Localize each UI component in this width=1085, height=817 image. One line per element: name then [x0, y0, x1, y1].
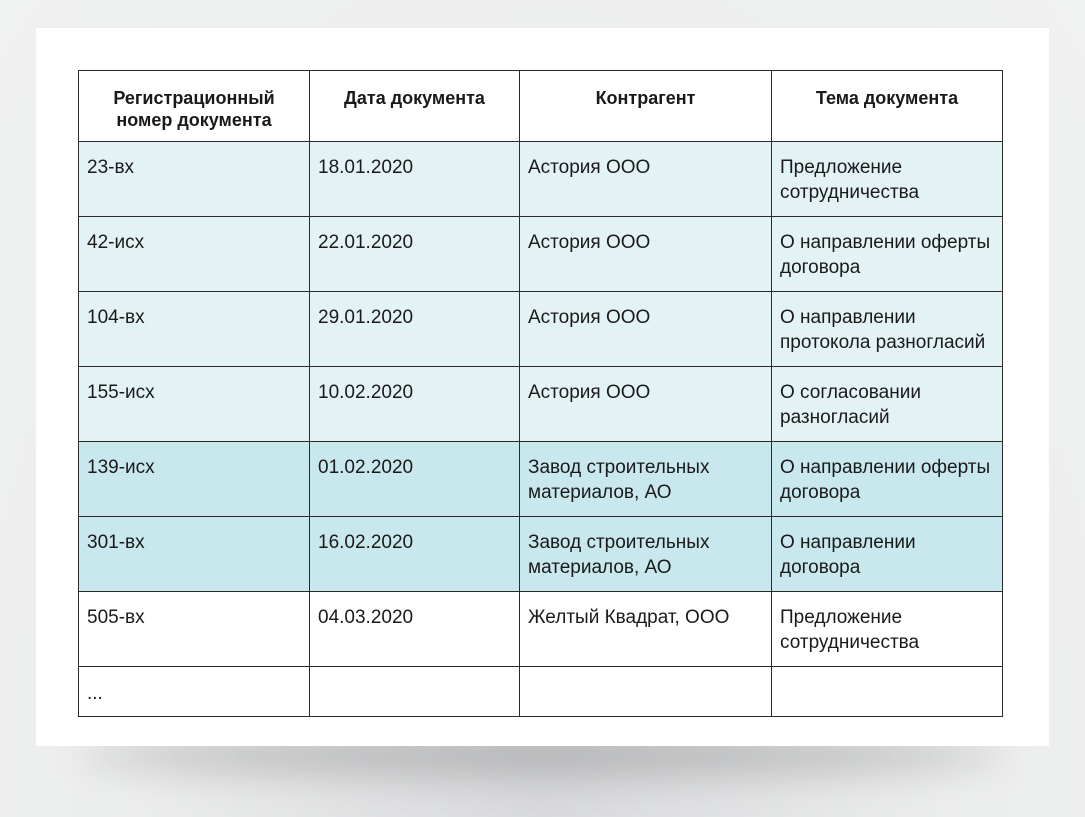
cell-counterparty: Завод строительных материалов, АО	[520, 517, 772, 592]
cell-reg-number: 104-вх	[79, 292, 310, 367]
cell-doc-topic: Предложение сотрудничества	[772, 592, 1003, 667]
cell-doc-date: 22.01.2020	[310, 217, 520, 292]
header-doc-topic: Тема документа	[772, 71, 1003, 142]
cell-counterparty: Астория ООО	[520, 367, 772, 442]
table-row	[79, 367, 1003, 442]
table-row	[79, 517, 1003, 592]
cell-doc-topic: О согласовании разногласий	[772, 367, 1003, 442]
table-row	[79, 667, 1003, 717]
cell-reg-number: 139-исх	[79, 442, 310, 517]
cell-doc-date: 18.01.2020	[310, 142, 520, 217]
cell-reg-number: 155-исх	[79, 367, 310, 442]
cell-doc-date: 01.02.2020	[310, 442, 520, 517]
cell-doc-date: 29.01.2020	[310, 292, 520, 367]
cell-doc-date: 04.03.2020	[310, 592, 520, 667]
header-reg-number: Регистрационный номер документа	[79, 71, 310, 142]
table-row	[79, 142, 1003, 217]
header-counterparty: Контрагент	[520, 71, 772, 142]
cell-counterparty: Желтый Квадрат, ООО	[520, 592, 772, 667]
table-row	[79, 592, 1003, 667]
cell-reg-number: ...	[79, 667, 310, 717]
cell-doc-date: 10.02.2020	[310, 367, 520, 442]
cell-doc-topic	[772, 667, 1003, 717]
document-sheet	[36, 28, 1049, 746]
cell-doc-topic: Предложение сотрудничества	[772, 142, 1003, 217]
cell-counterparty	[520, 667, 772, 717]
cell-doc-topic: О направлении договора	[772, 517, 1003, 592]
table-header-row	[79, 71, 1003, 142]
cell-reg-number: 42-исх	[79, 217, 310, 292]
cell-doc-topic: О направлении оферты договора	[772, 442, 1003, 517]
documents-table	[78, 70, 1003, 717]
cell-reg-number: 301-вх	[79, 517, 310, 592]
cell-counterparty: Астория ООО	[520, 292, 772, 367]
table-row	[79, 292, 1003, 367]
cell-doc-date: 16.02.2020	[310, 517, 520, 592]
cell-counterparty: Астория ООО	[520, 142, 772, 217]
table-row	[79, 442, 1003, 517]
header-doc-date: Дата документа	[310, 71, 520, 142]
cell-doc-date	[310, 667, 520, 717]
cell-counterparty: Астория ООО	[520, 217, 772, 292]
cell-reg-number: 505-вх	[79, 592, 310, 667]
cell-counterparty: Завод строительных материалов, АО	[520, 442, 772, 517]
cell-reg-number: 23-вх	[79, 142, 310, 217]
cell-doc-topic: О направлении оферты договора	[772, 217, 1003, 292]
cell-doc-topic: О направлении протокола разногласий	[772, 292, 1003, 367]
table-row	[79, 217, 1003, 292]
